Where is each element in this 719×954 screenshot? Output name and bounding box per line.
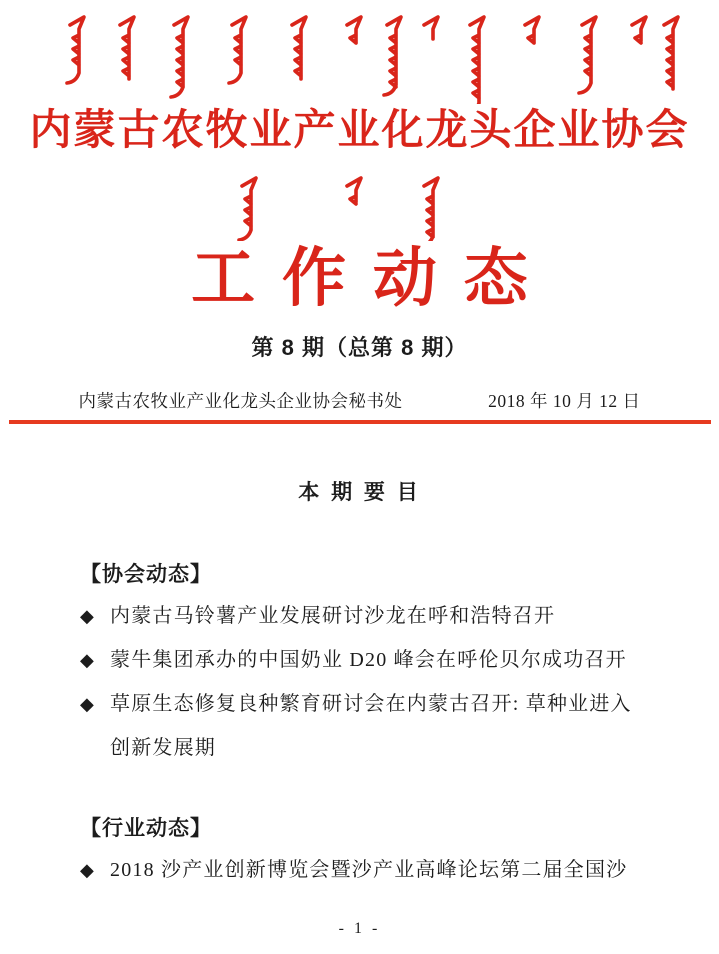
section-heading: 【行业动态】: [80, 816, 212, 840]
publish-date: 2018 年 10 月 12 日: [488, 390, 641, 411]
toc-item-text: 蒙牛集团承办的中国奶业 D20 峰会在呼伦贝尔成功召开: [110, 648, 627, 671]
newsletter-title: 工作动态: [191, 243, 555, 315]
toc-item: [80, 682, 667, 770]
toc-item-text: 草原生态修复良种繁育研讨会在内蒙古召开: 草种业进入: [110, 692, 632, 715]
toc-item: [80, 594, 667, 638]
toc-item: [80, 848, 667, 892]
toc-title: 本 期 要 目: [298, 480, 421, 504]
publisher-name: 内蒙古农牧业产业化龙头企业协会秘书处: [78, 390, 403, 411]
diamond-bullet-icon: ◆: [80, 649, 94, 670]
toc-item-text-wrap: 创新发展期: [110, 736, 216, 759]
mongolian-script-top-icon: [0, 12, 719, 104]
organization-title: 内蒙古农牧业产业化龙头企业协会: [29, 108, 690, 154]
red-divider: [9, 420, 711, 424]
page-number: - 1 -: [338, 919, 381, 937]
issue-number: 第 8 期（总第 8 期）: [251, 334, 468, 360]
section-industry-news: [80, 812, 667, 892]
section-association-news: [80, 558, 667, 770]
section-heading: 【协会动态】: [80, 562, 212, 586]
toc-item-text: 内蒙古马铃薯产业发展研讨沙龙在呼和浩特召开: [110, 604, 556, 627]
diamond-bullet-icon: ◆: [80, 693, 94, 714]
publication-row: [79, 388, 641, 413]
toc-item-text: 2018 沙产业创新博览会暨沙产业高峰论坛第二届全国沙: [110, 858, 628, 881]
diamond-bullet-icon: ◆: [80, 859, 94, 880]
diamond-bullet-icon: ◆: [80, 605, 94, 626]
mongolian-script-subtitle-icon: [0, 173, 719, 241]
toc-item: [80, 638, 667, 682]
toc-content: [0, 558, 719, 892]
